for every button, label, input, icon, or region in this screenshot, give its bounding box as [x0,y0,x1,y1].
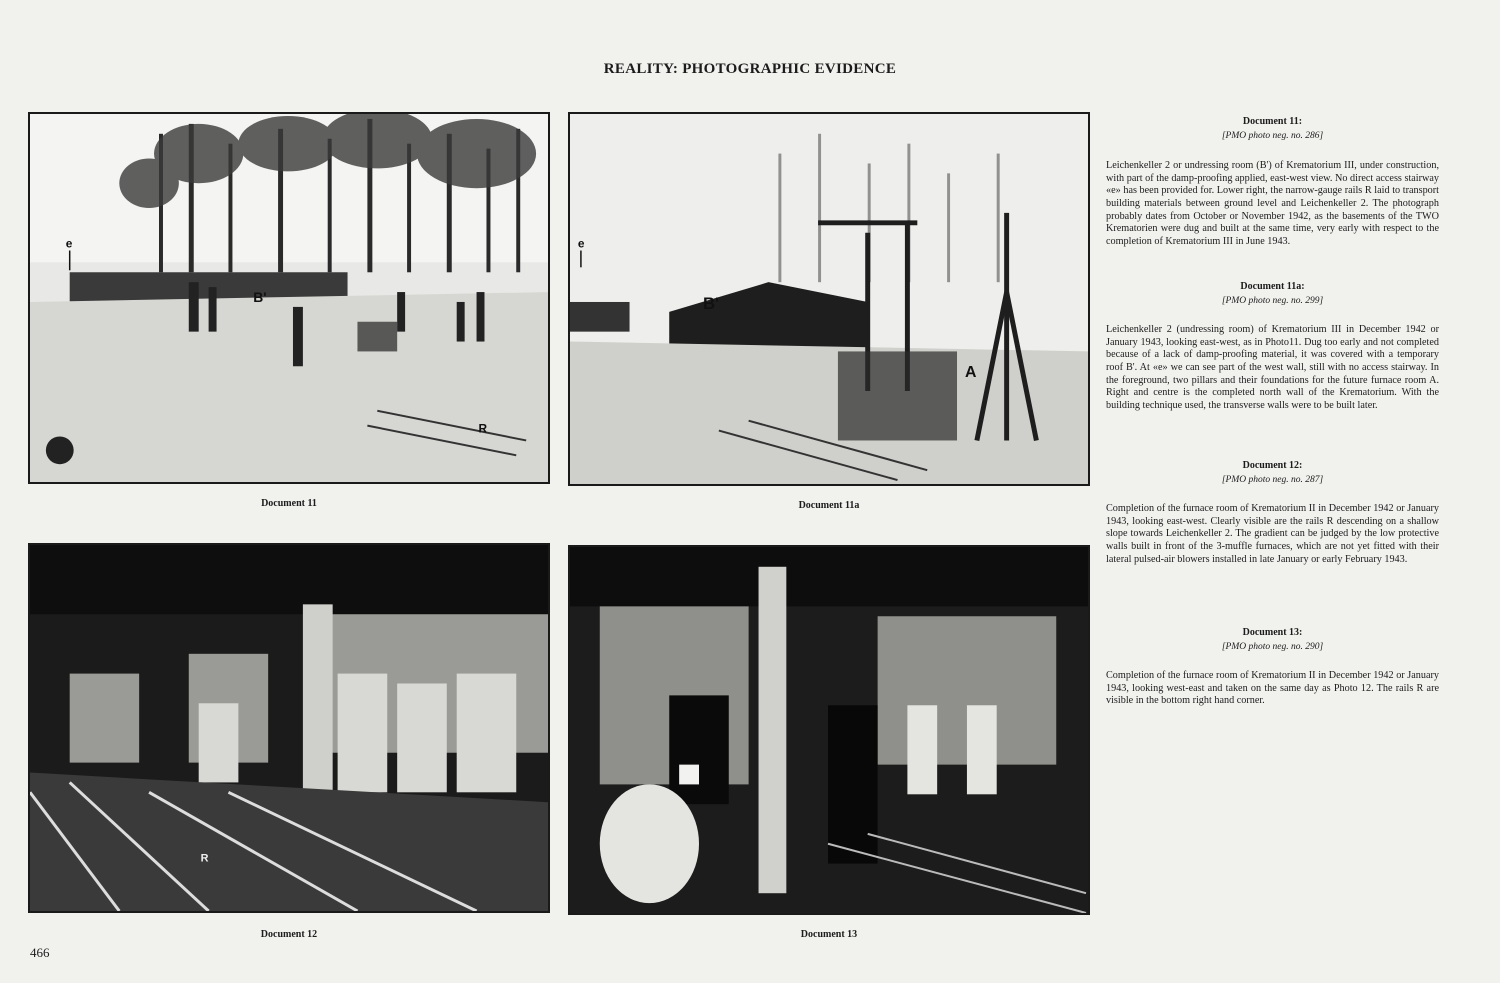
negative-reference: [PMO photo neg. no. 286] [1221,130,1324,141]
caption-document-11: Document 11 [261,498,317,509]
label-r: R [478,421,488,436]
label-e: e [65,236,73,251]
document-13-description [1106,627,1439,708]
photo-document-12 [28,543,550,913]
label-b-prime: B' [702,293,720,313]
document-heading: Document 11a: [1240,281,1305,292]
page-title: REALITY: PHOTOGRAPHIC EVIDENCE [603,61,897,77]
construction-site-image [30,114,548,482]
negative-reference: [PMO photo neg. no. 287] [1221,474,1324,485]
photo-document-13 [568,545,1090,915]
label-e: e [577,236,585,251]
document-11a-description [1106,281,1439,412]
photo-document-11 [28,112,550,484]
document-text: Leichenkeller 2 or undressing room (B') of Krematorium III, under construction, with part of the damp-proofing applied, east-west view. No direct access stairway «e» has been provided for. Lower right, the narrow-gauge rails R laid to transport building materials between ground level and Leichenkeller 2. The photograph probably dates from October or November 1942, as the basements of the TWO Krematorien were dug and built at the same time, very early with respect to the completion of Krematorium III in June 1943. [1106,160,1439,247]
furnace-room-image [30,545,548,911]
label-b-prime: B' [253,288,267,305]
document-12-description [1106,460,1439,566]
label-r: R [200,852,209,865]
photo-document-11a [568,112,1090,486]
document-heading: Document 13: [1242,627,1303,638]
caption-document-13: Document 13 [800,929,858,940]
basement-construction-image [570,114,1088,484]
document-heading: Document 11: [1242,116,1303,127]
label-a: A [964,364,977,382]
document-text: Leichenkeller 2 (undressing room) of Krematorium III in December 1942 or January 1943, looking east-west, as in Photo11. Dug too early and not completed because of a lack of damp-proofing material, it was covered with a temporary roof B'. At «e» we can see part of the west wall, still with no access stairway. In the foreground, two pillars and their foundations for the future furnace room A. Right and centre is the completed north wall of the Krematorium. With the building technique used, the transverse walls were to be built later. [1106,324,1439,411]
document-11-description [1106,116,1439,248]
caption-document-11a: Document 11a [798,500,860,511]
document-text: Completion of the furnace room of Krematorium II in December 1942 or January 1943, looking west-east and taken on the same day as Photo 12. The rails R are visible in the bottom right hand corner. [1106,670,1439,707]
negative-reference: [PMO photo neg. no. 290] [1221,641,1324,652]
page-number: 466 [30,945,50,960]
negative-reference: [PMO photo neg. no. 299] [1221,295,1324,306]
caption-document-12: Document 12 [260,929,318,940]
furnace-room-interior-image [570,547,1088,913]
document-heading: Document 12: [1242,460,1303,471]
document-text: Completion of the furnace room of Krematorium II in December 1942 or January 1943, looking east-west. Clearly visible are the rails R descending on a shallow slope towards Leichenkeller 2. The gradient can be judged by the low protective walls built in front of the 3-muffle furnaces, which are not yet fitted with their lateral pulsed-air blowers installed in late January or early February 1943. [1106,503,1439,565]
